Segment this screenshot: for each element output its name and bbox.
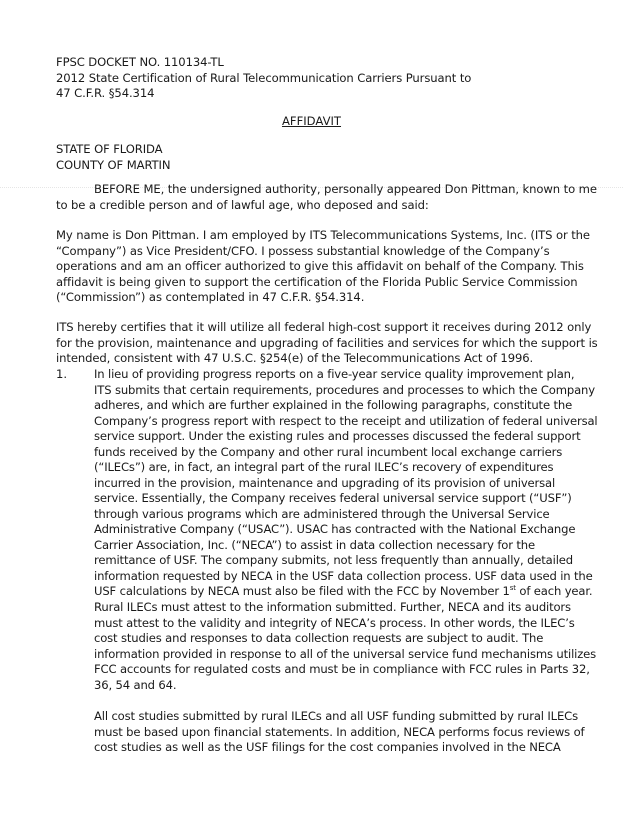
paragraph-line: through various programs which are administered through the Universal Service (94, 506, 550, 521)
paragraph-line: All cost studies submitted by rural ILECs and all USF funding submitted by rural ILECs (94, 709, 578, 723)
paragraph-line: information requested by NECA in the USF data collection process. USF data used in the (94, 568, 593, 583)
paragraph-line: 36, 54 and 64. (94, 677, 177, 692)
paragraph-line: BEFORE ME, the undersigned authority, personally appeared Don Pittman, known to me (94, 182, 597, 196)
paragraph-line: (“Commission”) as contemplated in 47 C.F.R. §54.314. (56, 290, 365, 304)
paragraph-line: cost studies and responses to data collection requests are subject to audit. The (94, 631, 544, 645)
venue-block (56, 142, 586, 173)
paragraph-line: affidavit is being given to support the certification of the Florida Public Service Commission (56, 274, 578, 289)
paragraph-line: to be a credible person and of lawful age, who deposed and said: (56, 197, 429, 212)
item1-paragraph3 (94, 709, 594, 756)
paragraph-line: service. Essentially, the Company receives federal universal service support (“USF”) (94, 491, 572, 505)
paragraph-line: ITS submits that certain requirements, procedures and processes to which the Company (94, 382, 595, 397)
paragraph-line: “Company”) as Vice President/CFO. I possess substantial knowledge of the Company’s (56, 243, 550, 258)
paragraph-line: incurred in the provision, maintenance and upgrading of its provision of universal (94, 475, 556, 490)
item-number: 1. (56, 367, 68, 381)
docket-number: FPSC DOCKET NO. 110134-TL (56, 55, 224, 69)
subject-line: 2012 State Certification of Rural Telecommunication Carriers Pursuant to (56, 70, 472, 85)
paragraph-line: Company’s progress report with respect to the receipt and utilization of federal universal (94, 413, 598, 428)
line-text: of each year. (515, 584, 593, 598)
paragraph-line: adheres, and which are further explained in the following paragraphs, constitute the (94, 398, 573, 412)
name-paragraph (56, 228, 590, 306)
intro-paragraph (56, 182, 597, 213)
paragraph-line: intended, consistent with 47 U.S.C. §254(e) of the Telecommunications Act of 1996. (56, 351, 534, 365)
paragraph-line: for the provision, maintenance and upgrading of facilities and services for which the support is (56, 335, 598, 350)
paragraph-line: Administrative Company (“USAC”). USAC has contracted with the National Exchange (94, 522, 576, 536)
ordinal-superscript: st (509, 584, 516, 593)
document-title: AFFIDAVIT (281, 114, 342, 128)
line-text: USF calculations by NECA must also be filed with the FCC by November 1 (94, 584, 510, 598)
certification-paragraph (56, 320, 598, 367)
paragraph-line: My name is Don Pittman. I am employed by ITS Telecommunications Systems, Inc. (ITS or the (56, 228, 590, 242)
paragraph-line: Rural ILECs must attest to the information submitted. Further, NECA and its auditors (94, 600, 571, 614)
paragraph-line: must be based upon financial statements. In addition, NECA performs focus reviews of (94, 724, 585, 739)
paragraph-line: In lieu of providing progress reports on a five-year service quality improvement plan, (94, 367, 575, 381)
paragraph-line: cost studies as well as the USF filings for the cost companies involved in the NECA (94, 740, 561, 754)
item1-paragraph2 (94, 600, 597, 693)
item1-paragraph1 (94, 367, 598, 600)
venue-state: STATE OF FLORIDA (56, 142, 163, 156)
paragraph-line (94, 584, 594, 600)
paragraph-line: must attest to the validity and integrity of NECA’s process. In other words, the ILEC’s (94, 615, 575, 630)
paragraph-line: operations and am an officer authorized to give this affidavit on behalf of the Company. This (56, 259, 584, 273)
paragraph-line: FCC accounts for regulated costs and must be in compliance with FCC rules in Parts 32, (94, 662, 590, 676)
paragraph-line: funds received by the Company and other rural incumbent local exchange carriers (94, 444, 563, 459)
paragraph-line: (“ILECs”) are, in fact, an integral part of the rural ILEC’s recovery of expenditures (94, 460, 554, 474)
paragraph-line: remittance of USF. The company submits, not less frequently than annually, detailed (94, 553, 573, 567)
subject-line: 47 C.F.R. §54.314 (56, 86, 155, 100)
venue-county: COUNTY OF MARTIN (56, 157, 171, 172)
paragraph-line: ITS hereby certifies that it will utilize all federal high-cost support it receives during 2012 only (56, 320, 592, 334)
document-header (56, 55, 586, 102)
paragraph-line: information provided in response to all of the universal service fund mechanisms utilizes (94, 646, 597, 661)
paragraph-line: service support. Under the existing rules and processes discussed the federal support (94, 429, 581, 443)
paragraph-line: Carrier Association, Inc. (“NECA”) to assist in data collection necessary for the (94, 537, 535, 552)
